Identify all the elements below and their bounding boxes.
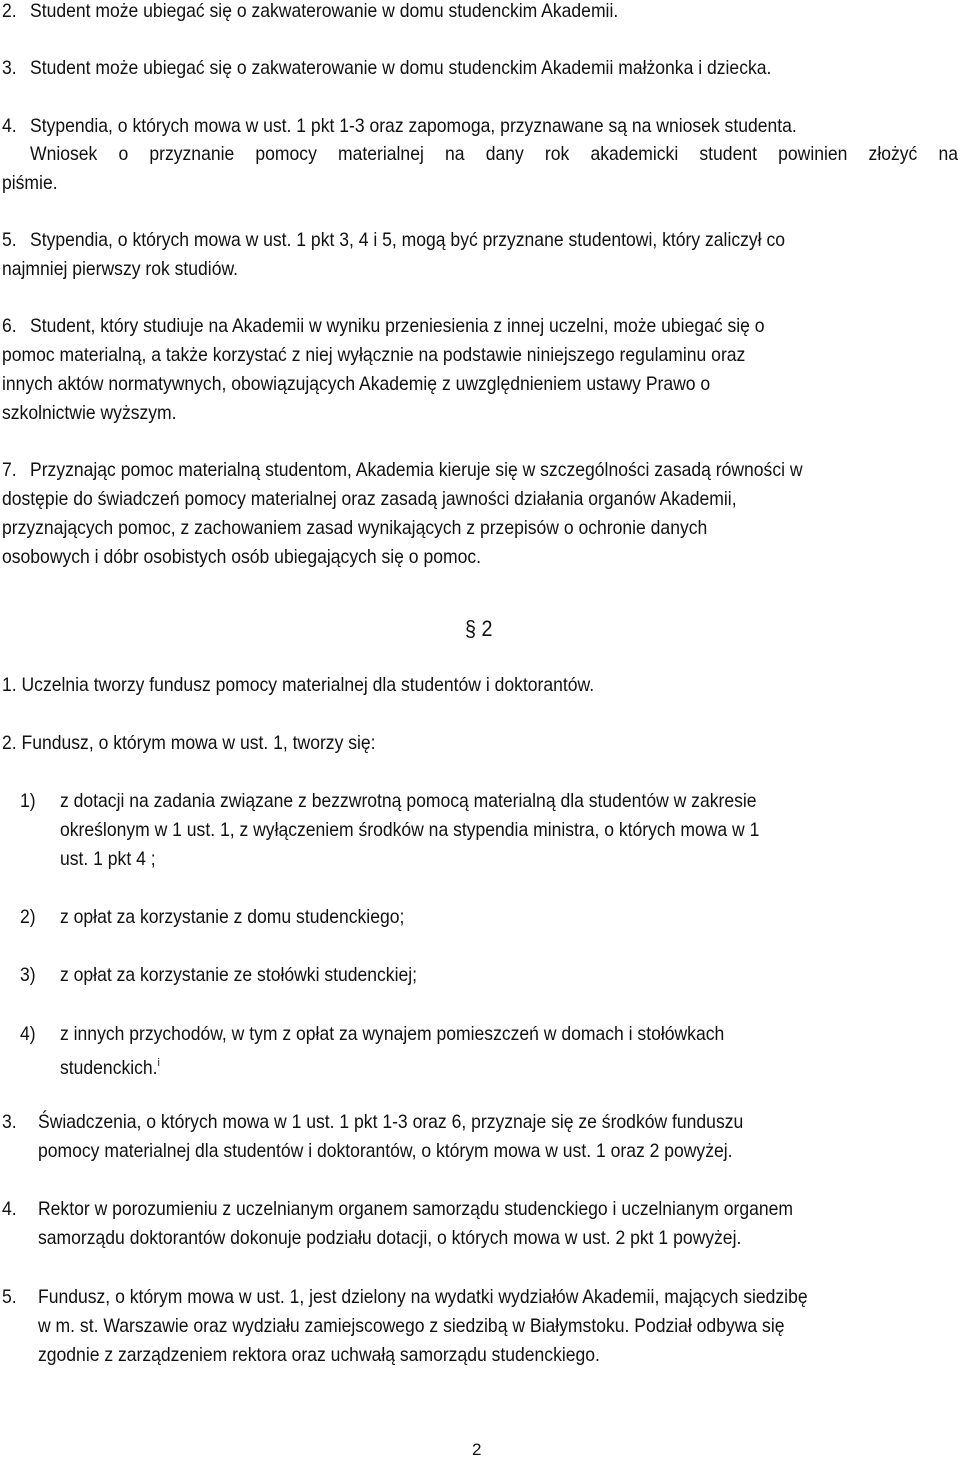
list-item-label: 1) [20, 790, 36, 812]
list-item-label: 4) [20, 1023, 36, 1045]
paragraph-number: 7. [2, 459, 17, 481]
list-item-line: z opłat za korzystanie ze stołówki studenckiej; [60, 964, 418, 986]
paragraph-line: piśmie. [2, 172, 58, 194]
paragraph-line: innych aktów normatywnych, obowiązujących Akademię z uwzględnieniem ustawy Prawo o [2, 373, 711, 395]
paragraph-line: Rektor w porozumieniu z uczelnianym organem samorządu studenckiego i uczelnianym organem [38, 1198, 794, 1220]
paragraph-line: w m. st. Warszawie oraz wydziału zamiejscowego z siedzibą w Białymstoku. Podział odbywa się [38, 1315, 785, 1337]
list-item-line [60, 1052, 160, 1079]
list-item-line: z innych przychodów, w tym z opłat za wynajem pomieszczeń w domach i stołówkach [60, 1023, 725, 1045]
paragraph-line: Stypendia, o których mowa w ust. 1 pkt 1-3 oraz zapomoga, przyznawane są na wniosek studenta. [30, 115, 797, 137]
list-item-line: ust. 1 pkt 4 ; [60, 848, 156, 870]
list-item-text: studenckich. [60, 1057, 158, 1079]
paragraph-line: osobowych i dóbr osobistych osób ubiegających się o pomoc. [2, 546, 482, 568]
paragraph-line: dostępie do świadczeń pomocy materialnej oraz zasadą jawności działania organów Akademii, [2, 488, 737, 510]
paragraph-line: Świadczenia, o których mowa w 1 ust. 1 pkt 1-3 oraz 6, przyznaje się ze środków funduszu [38, 1111, 744, 1133]
paragraph-line: szkolnictwie wyższym. [2, 402, 177, 424]
paragraph-number: 3. [2, 57, 17, 79]
footnote-reference: i [157, 1057, 160, 1069]
paragraph-line: Wniosek o przyznanie pomocy materialnej na dany rok akademicki student powinien złożyć na [30, 143, 958, 165]
section-heading: § 2 [465, 616, 493, 641]
paragraph-number: 4. [2, 115, 17, 137]
paragraph-line: Stypendia, o których mowa w ust. 1 pkt 3, 4 i 5, mogą być przyznane studentowi, który zaliczył co [30, 229, 786, 251]
paragraph-line: zgodnie z zarządzeniem rektora oraz uchwałą samorządu studenckiego. [38, 1344, 600, 1366]
paragraph-line: 1. Uczelnia tworzy fundusz pomocy materialnej dla studentów i doktorantów. [2, 674, 595, 696]
paragraph-number: 5. [2, 229, 17, 251]
paragraph-line: samorządu doktorantów dokonuje podziału dotacji, o których mowa w ust. 2 pkt 1 powyżej. [38, 1227, 742, 1249]
list-item-line: z dotacji na zadania związane z bezzwrotną pomocą materialną dla studentów w zakresie [60, 790, 757, 812]
paragraph-number: 5. [2, 1286, 17, 1308]
paragraph-number: 2. [2, 0, 17, 22]
list-item-label: 2) [20, 906, 36, 928]
paragraph-line: Przyznając pomoc materialną studentom, Akademia kieruje się w szczególności zasadą równości w [30, 459, 803, 481]
list-item-line: z opłat za korzystanie z domu studenckiego; [60, 906, 405, 928]
paragraph-line: Fundusz, o którym mowa w ust. 1, jest dzielony na wydatki wydziałów Akademii, mających siedzibę [38, 1286, 808, 1308]
paragraph-line: przyznających pomoc, z zachowaniem zasad wynikających z przepisów o ochronie danych [2, 517, 708, 539]
paragraph-line: pomoc materialną, a także korzystać z niej wyłącznie na podstawie niniejszego regulaminu oraz [2, 344, 746, 366]
list-item-line: określonym w 1 ust. 1, z wyłączeniem środków na stypendia ministra, o których mowa w 1 [60, 819, 760, 841]
paragraph-line: pomocy materialnej dla studentów i doktorantów, o którym mowa w ust. 1 oraz 2 powyżej. [38, 1140, 733, 1162]
paragraph-line: Student może ubiegać się o zakwaterowanie w domu studenckim Akademii małżonka i dziecka. [30, 57, 772, 79]
page-number: 2 [472, 1440, 482, 1459]
paragraph-number: 4. [2, 1198, 17, 1220]
paragraph-number: 3. [2, 1111, 17, 1133]
paragraph-line: najmniej pierwszy rok studiów. [2, 258, 239, 280]
list-item-label: 3) [20, 964, 36, 986]
paragraph-number: 6. [2, 315, 17, 337]
paragraph-line: Student, który studiuje na Akademii w wyniku przeniesienia z innej uczelni, może ubiegać się o [30, 315, 765, 337]
paragraph-line: Student może ubiegać się o zakwaterowanie w domu studenckim Akademii. [30, 0, 619, 22]
paragraph-line: 2. Fundusz, o którym mowa w ust. 1, tworzy się: [2, 732, 376, 754]
